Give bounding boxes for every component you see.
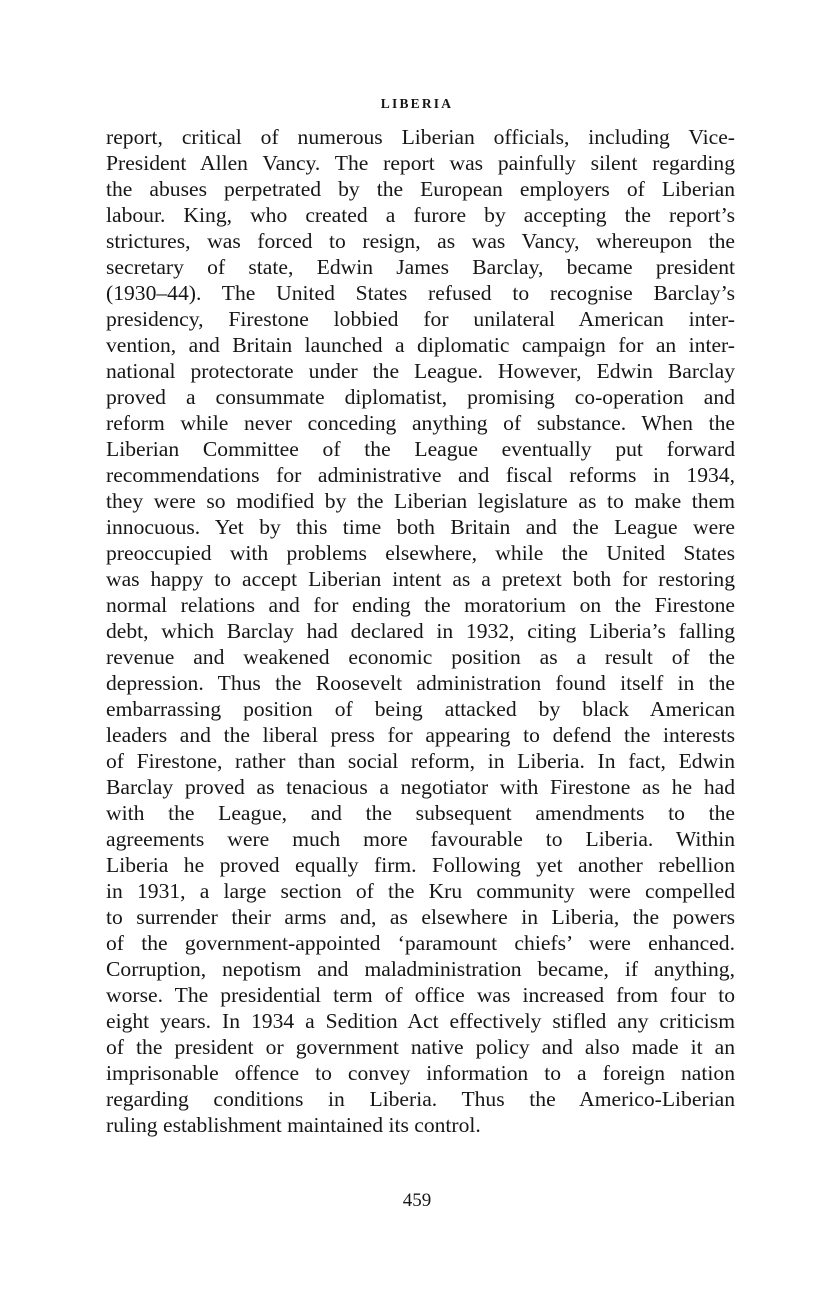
text-line: imprisonable offence to convey information to a foreign nation — [106, 1061, 735, 1085]
text-line: worse. The presidential term of office was increased from four to — [106, 983, 735, 1007]
text-line: normal relations and for ending the moratorium on the Firestone — [106, 593, 735, 617]
text-line: vention, and Britain launched a diplomatic campaign for an inter- — [106, 333, 735, 357]
text-line: they were so modified by the Liberian legislature as to make them — [106, 489, 735, 513]
text-line: preoccupied with problems elsewhere, while the United States — [106, 541, 735, 565]
page-number: 459 — [402, 1190, 432, 1211]
text-line: recommendations for administrative and fiscal reforms in 1934, — [106, 463, 735, 487]
text-line: presidency, Firestone lobbied for unilateral American inter- — [106, 307, 735, 331]
text-line: proved a consummate diplomatist, promising co-operation and — [106, 385, 735, 409]
text-line: Barclay proved as tenacious a negotiator with Firestone as he had — [106, 775, 735, 799]
body-paragraph — [106, 124, 735, 1138]
text-line: Liberia he proved equally firm. Following yet another rebellion — [106, 853, 735, 877]
text-line: eight years. In 1934 a Sedition Act effectively stifled any criticism — [106, 1009, 735, 1033]
text-line: President Allen Vancy. The report was painfully silent regarding — [106, 151, 735, 175]
text-line: embarrassing position of being attacked by black American — [106, 697, 735, 721]
text-line: depression. Thus the Roosevelt administration found itself in the — [106, 671, 735, 695]
text-line: to surrender their arms and, as elsewhere in Liberia, the powers — [106, 905, 735, 929]
text-line: in 1931, a large section of the Kru community were compelled — [106, 879, 735, 903]
text-line: agreements were much more favourable to Liberia. Within — [106, 827, 735, 851]
text-line: revenue and weakened economic position as a result of the — [106, 645, 735, 669]
text-line: regarding conditions in Liberia. Thus the Americo-Liberian — [106, 1087, 735, 1111]
text-line: debt, which Barclay had declared in 1932, citing Liberia’s falling — [106, 619, 735, 643]
text-line: of the government-appointed ‘paramount chiefs’ were enhanced. — [106, 931, 735, 955]
text-line: innocuous. Yet by this time both Britain and the League were — [106, 515, 735, 539]
running-head: LIBERIA — [380, 96, 454, 111]
text-line: Corruption, nepotism and maladministration became, if anything, — [106, 957, 735, 981]
text-line: of Firestone, rather than social reform, in Liberia. In fact, Edwin — [106, 749, 735, 773]
text-line: was happy to accept Liberian intent as a pretext both for restoring — [106, 567, 735, 591]
text-line: (1930–44). The United States refused to recognise Barclay’s — [106, 281, 735, 305]
text-line: secretary of state, Edwin James Barclay, became president — [106, 255, 735, 279]
text-line: the abuses perpetrated by the European employers of Liberian — [106, 177, 735, 201]
text-line: reform while never conceding anything of substance. When the — [106, 411, 735, 435]
text-line: labour. King, who created a furore by accepting the report’s — [106, 203, 735, 227]
text-line: national protectorate under the League. However, Edwin Barclay — [106, 359, 735, 383]
text-line: ruling establishment maintained its control. — [106, 1113, 481, 1137]
text-line: strictures, was forced to resign, as was Vancy, whereupon the — [106, 229, 735, 253]
text-line: with the League, and the subsequent amendments to the — [106, 801, 735, 825]
text-line: of the president or government native policy and also made it an — [106, 1035, 735, 1059]
text-line: Liberian Committee of the League eventually put forward — [106, 437, 735, 461]
text-line: report, critical of numerous Liberian officials, including Vice- — [106, 125, 735, 149]
text-line: leaders and the liberal press for appearing to defend the interests — [106, 723, 735, 747]
